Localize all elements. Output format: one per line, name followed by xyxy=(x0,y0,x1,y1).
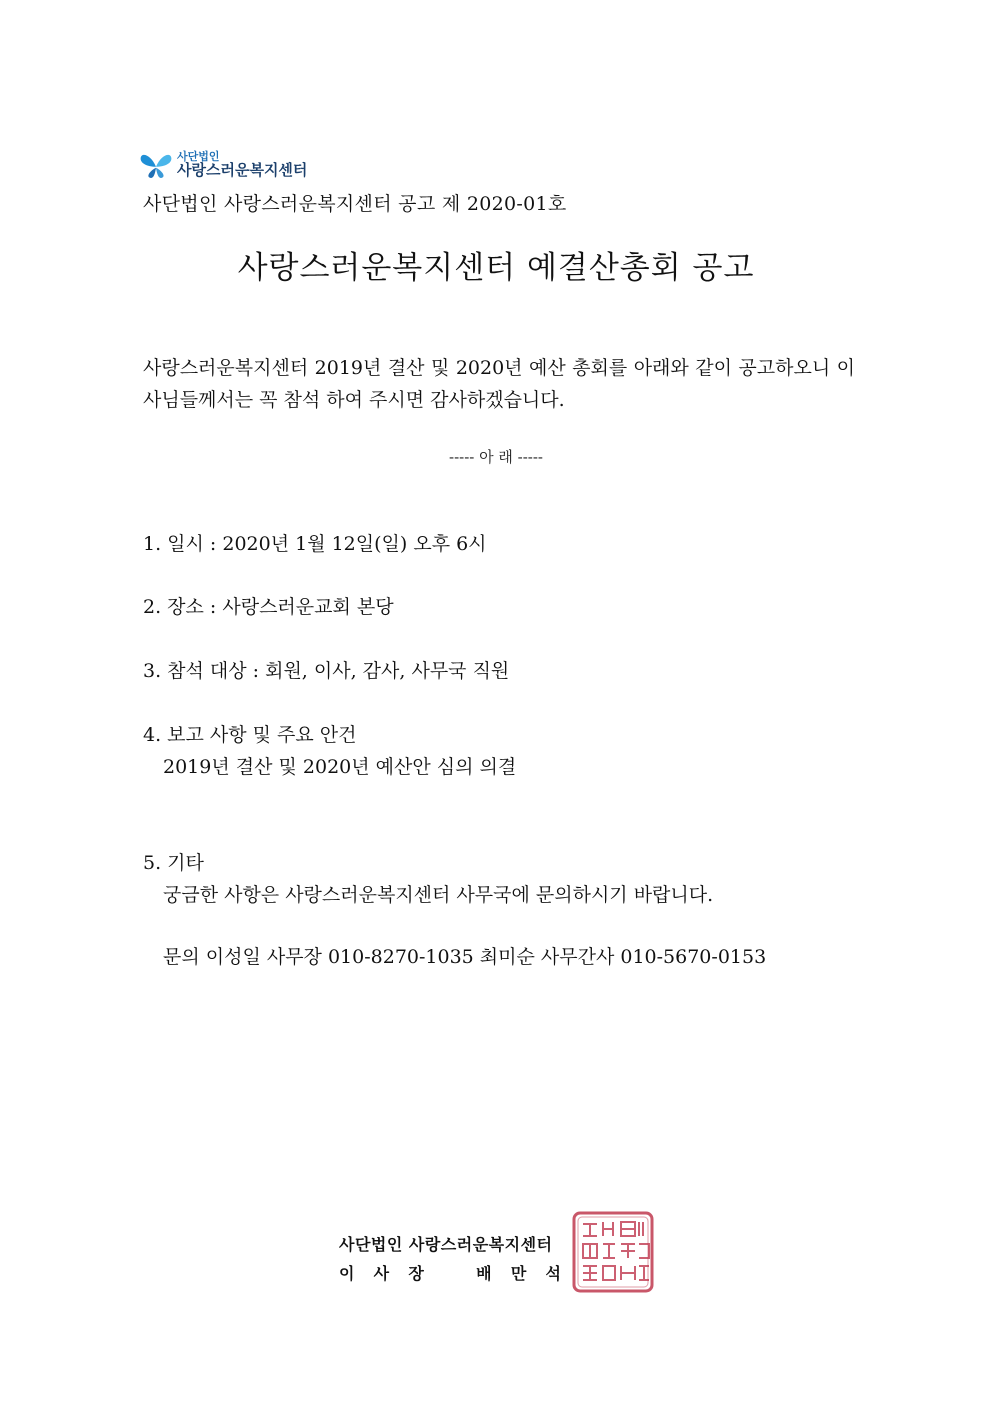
contact-info: 문의 이성일 사무장 010-8270-1035 최미순 사무간사 010-5670-0153 xyxy=(163,946,767,968)
item-heading: 5. 기타 xyxy=(143,852,204,874)
item-attendees xyxy=(143,655,509,687)
intro-paragraph: 사랑스러운복지센터 2019년 결산 및 2020년 예산 총회를 아래와 같이 공고하오니 이사님들께서는 꼭 참석 하여 주시면 감사하겠습니다. xyxy=(143,357,855,411)
logo-org-type: 사단법인 xyxy=(177,150,220,164)
signatory-char: 석 xyxy=(545,1264,561,1283)
item-heading: 1. 일시 : 2020년 1월 12일(일) 오후 6시 xyxy=(143,533,487,555)
footer-organization: 사단법인 사랑스러운복지센터 xyxy=(339,1235,553,1254)
organization-logo xyxy=(138,145,307,185)
signatory-char: 만 xyxy=(510,1264,527,1283)
section-divider: ----- 아 래 ----- xyxy=(449,448,543,466)
logo-org-name: 사랑스러운복지센터 xyxy=(177,160,308,179)
item-venue xyxy=(143,591,394,623)
signatory-char: 장 xyxy=(408,1264,424,1283)
item-date-time xyxy=(143,528,487,560)
item-other xyxy=(143,847,766,973)
item-heading: 3. 참석 대상 : 회원, 이사, 감사, 사무국 직원 xyxy=(143,660,510,682)
signatory-char: 이 xyxy=(339,1264,355,1283)
page-title: 사랑스러운복지센터 예결산총회 공고 xyxy=(237,250,755,286)
item-detail: 2019년 결산 및 2020년 예산안 심의 의결 xyxy=(163,756,517,778)
butterfly-logo-icon xyxy=(138,147,174,183)
item-heading: 2. 장소 : 사랑스러운교회 본당 xyxy=(143,596,394,618)
footer-signatory xyxy=(339,1261,561,1284)
item-agenda xyxy=(143,719,516,783)
signatory-char: 사 xyxy=(373,1264,390,1283)
signatory-char: 배 xyxy=(476,1264,492,1283)
notice-number: 사단법인 사랑스러운복지센터 공고 제 2020-01호 xyxy=(143,193,567,215)
item-heading: 4. 보고 사항 및 주요 안건 xyxy=(143,724,357,746)
item-detail: 궁금한 사항은 사랑스러운복지센터 사무국에 문의하시기 바랍니다. xyxy=(163,884,714,906)
official-seal-stamp xyxy=(571,1210,655,1294)
